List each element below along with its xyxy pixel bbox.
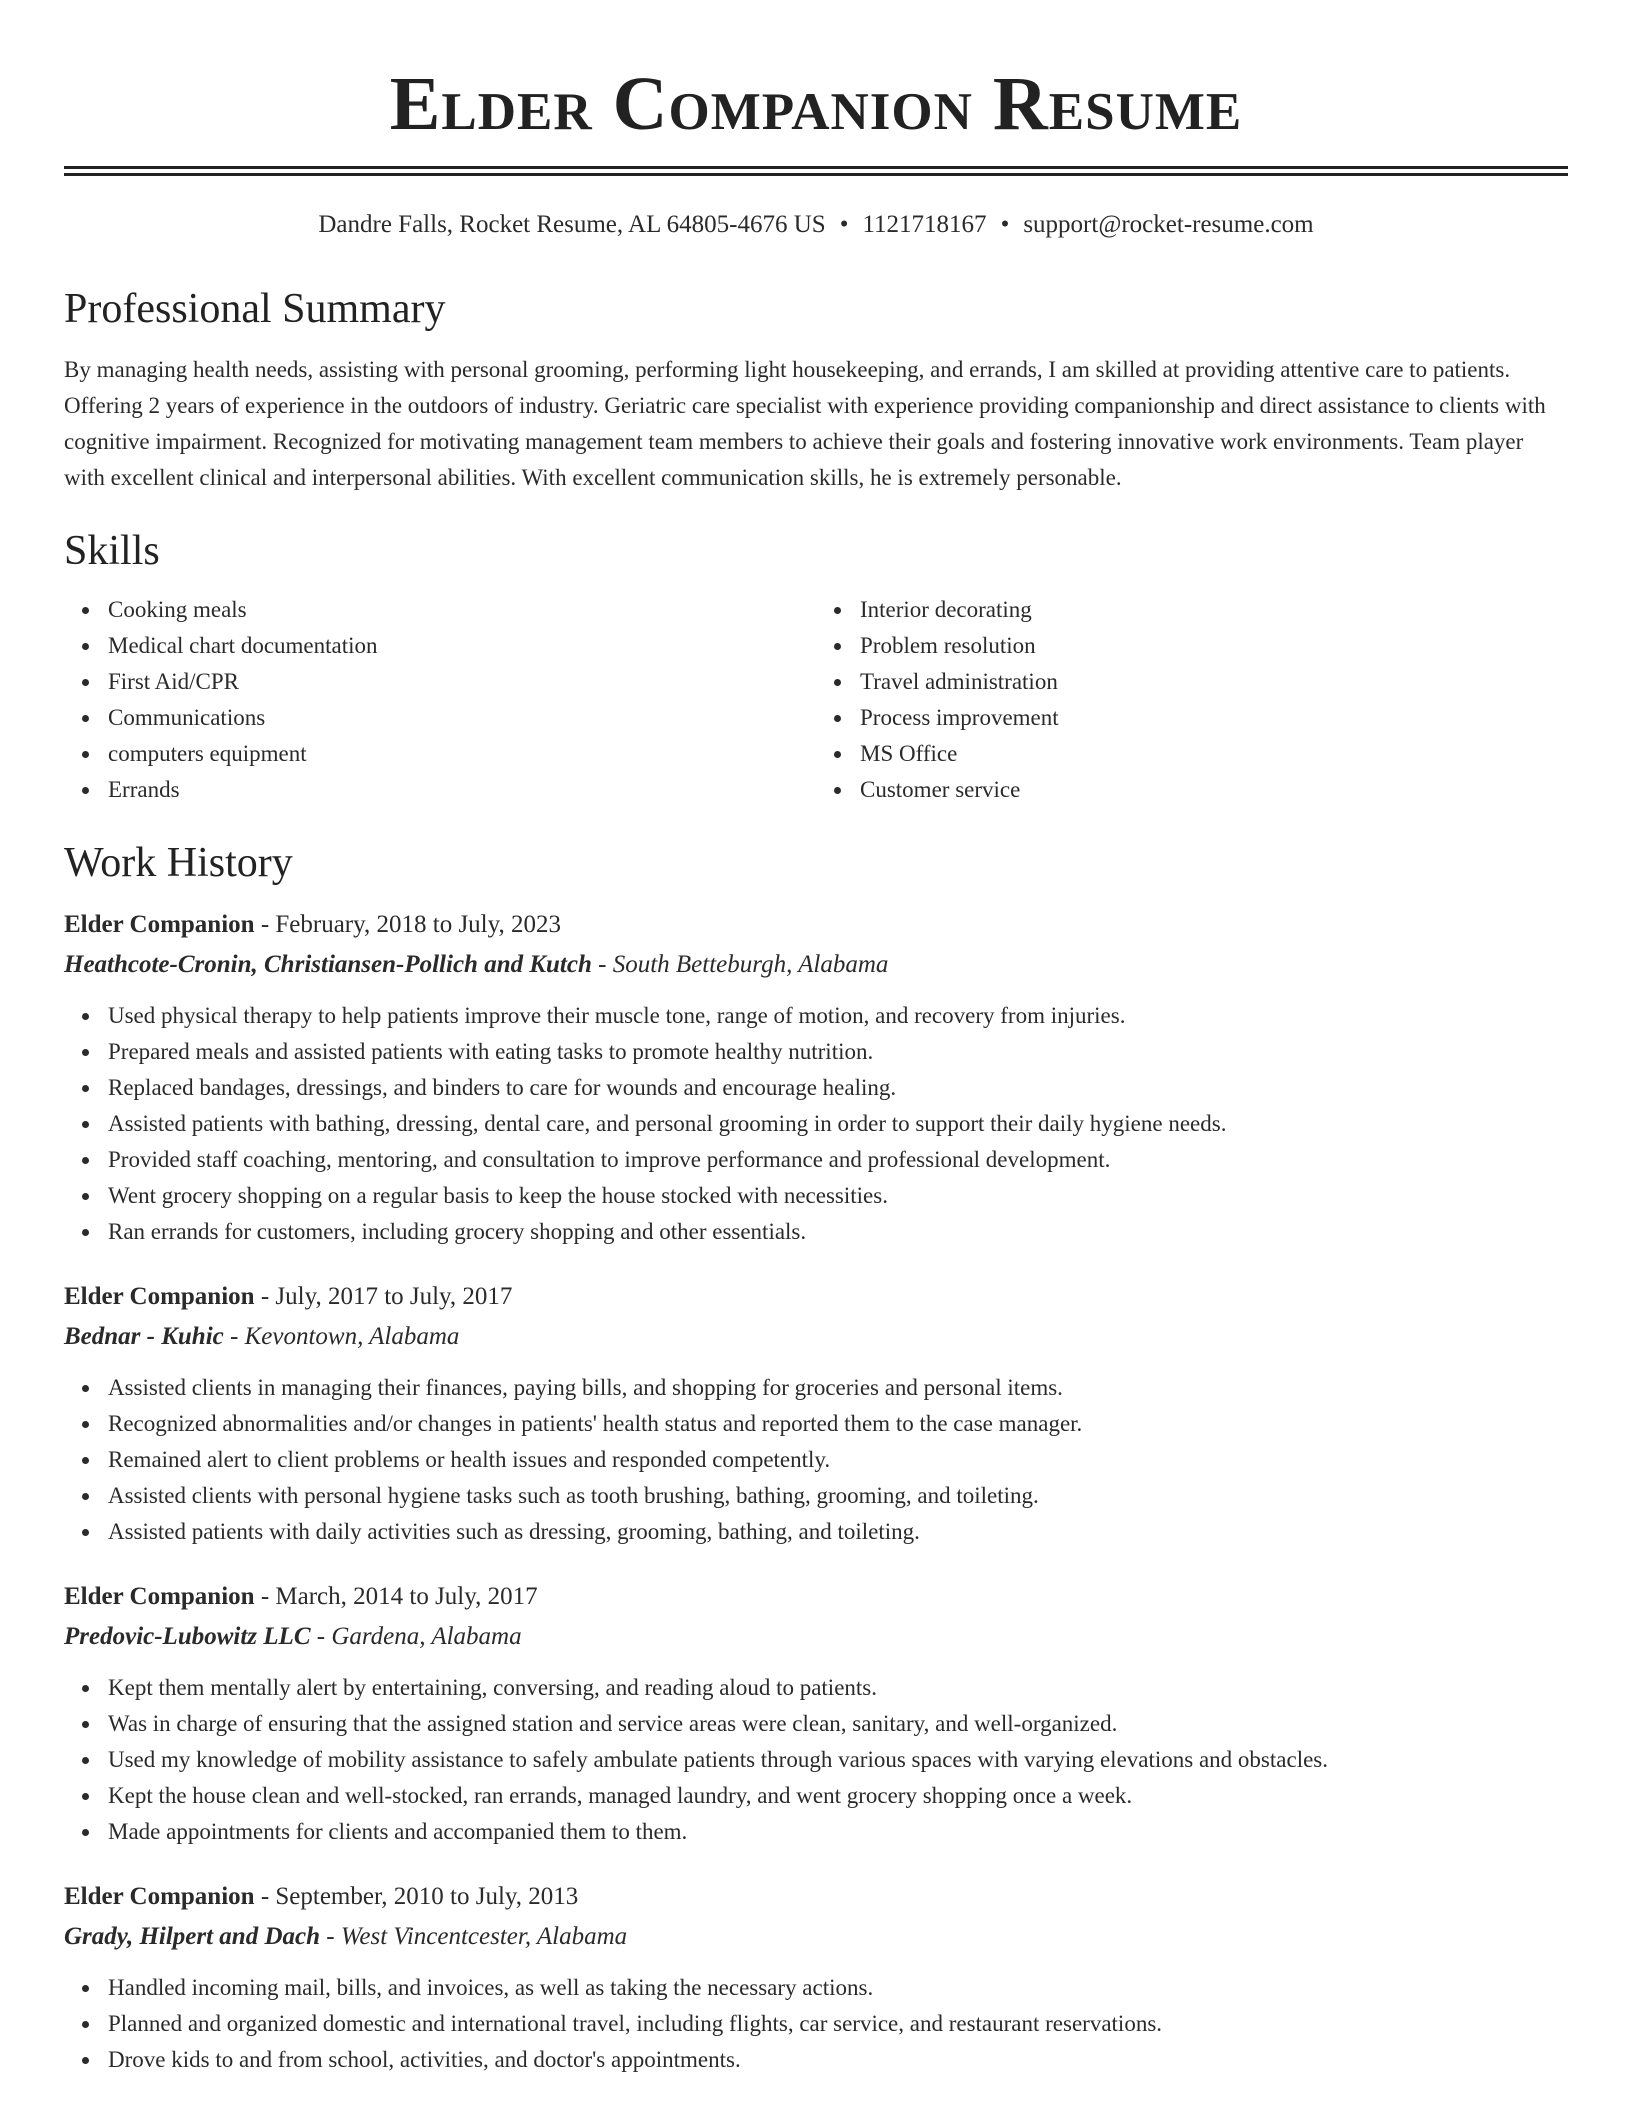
job-title-line	[64, 910, 1568, 940]
skills-column-left	[64, 592, 816, 808]
job-dates: - September, 2010 to July, 2013	[254, 1883, 579, 1910]
resume-title: Elder Companion Resume	[389, 62, 1243, 146]
skills-heading: Skills	[64, 528, 160, 574]
skill-item: computers equipment	[108, 736, 816, 772]
title-divider	[64, 166, 1568, 176]
job-bullet: Kept them mentally alert by entertaining, conversing, and reading aloud to patients.	[108, 1670, 1568, 1706]
company-line	[64, 950, 1568, 980]
job-entry	[64, 1582, 1568, 1850]
contact-separator: •	[839, 211, 849, 238]
company-location: - West Vincentcester, Alabama	[320, 1923, 628, 1950]
skills-column-right	[816, 592, 1568, 808]
skills-list	[64, 592, 1568, 808]
job-dates: - July, 2017 to July, 2017	[254, 1283, 513, 1310]
company-name: Grady, Hilpert and Dach	[64, 1923, 321, 1950]
contact-separator: •	[1000, 211, 1010, 238]
job-title: Elder Companion	[64, 1583, 255, 1610]
job-bullet: Used my knowledge of mobility assistance to safely ambulate patients through various spaces with varying elevations and obstacles.	[108, 1742, 1568, 1778]
skill-item: Travel administration	[860, 664, 1568, 700]
contact-line	[64, 210, 1568, 240]
skill-item: Interior decorating	[860, 592, 1568, 628]
job-title-line	[64, 1282, 1568, 1312]
job-bullet: Replaced bandages, dressings, and binders to care for wounds and encourage healing.	[108, 1070, 1568, 1106]
company-line	[64, 1322, 1568, 1352]
job-bullet: Assisted patients with bathing, dressing, dental care, and personal grooming in order to support their daily hygiene needs.	[108, 1106, 1568, 1142]
job-bullets	[64, 1370, 1568, 1550]
skill-item: Medical chart documentation	[108, 628, 816, 664]
job-bullet: Planned and organized domestic and international travel, including flights, car service, and restaurant reservations.	[108, 2006, 1568, 2042]
job-bullet: Assisted clients in managing their finances, paying bills, and shopping for groceries and personal items.	[108, 1370, 1568, 1406]
job-entry	[64, 910, 1568, 1250]
job-bullets	[64, 998, 1568, 1250]
job-bullet: Drove kids to and from school, activities, and doctor's appointments.	[108, 2042, 1568, 2078]
job-dates: - February, 2018 to July, 2023	[254, 911, 562, 938]
summary-heading: Professional Summary	[64, 286, 446, 332]
company-name: Bednar - Kuhic	[64, 1323, 224, 1350]
job-bullet: Handled incoming mail, bills, and invoices, as well as taking the necessary actions.	[108, 1970, 1568, 2006]
job-bullet: Provided staff coaching, mentoring, and consultation to improve performance and professional development.	[108, 1142, 1568, 1178]
job-bullet: Recognized abnormalities and/or changes in patients' health status and reported them to the case manager.	[108, 1406, 1568, 1442]
skill-item: First Aid/CPR	[108, 664, 816, 700]
skill-item: MS Office	[860, 736, 1568, 772]
contact-phone: 1121718167	[862, 211, 987, 238]
job-bullet: Assisted clients with personal hygiene tasks such as tooth brushing, bathing, grooming, and toileting.	[108, 1478, 1568, 1514]
skill-item: Errands	[108, 772, 816, 808]
company-name: Heathcote-Cronin, Christiansen-Pollich and Kutch	[64, 951, 592, 978]
skill-item: Problem resolution	[860, 628, 1568, 664]
job-bullets	[64, 1970, 1568, 2078]
summary-text: By managing health needs, assisting with personal grooming, performing light housekeeping, and errands, I am skilled at providing attentive care to patients. Offering 2 years of experience in the outdoors of industry. Geriatric care specialist with experience providing companionship and direct assistance to clients with cognitive impairment. Recognized for motivating management team members to achieve their goals and fostering innovative work environments. Team player with excellent clinical and interpersonal abilities. With excellent communication skills, he is extremely personable.	[64, 357, 1546, 490]
company-location: - Kevontown, Alabama	[223, 1323, 460, 1350]
company-line	[64, 1922, 1568, 1952]
job-bullet: Remained alert to client problems or health issues and responded competently.	[108, 1442, 1568, 1478]
job-title-line	[64, 1882, 1568, 1912]
job-bullets	[64, 1670, 1568, 1850]
resume-page	[64, 0, 1568, 2078]
contact-address: Dandre Falls, Rocket Resume, AL 64805-4676 US	[318, 211, 826, 238]
job-title: Elder Companion	[64, 1883, 255, 1910]
job-bullet: Used physical therapy to help patients improve their muscle tone, range of motion, and recovery from injuries.	[108, 998, 1568, 1034]
job-entry	[64, 1882, 1568, 2078]
job-bullet: Assisted patients with daily activities such as dressing, grooming, bathing, and toileting.	[108, 1514, 1568, 1550]
job-bullet: Ran errands for customers, including grocery shopping and other essentials.	[108, 1214, 1568, 1250]
company-line	[64, 1622, 1568, 1652]
job-title: Elder Companion	[64, 911, 255, 938]
job-title-line	[64, 1582, 1568, 1612]
job-dates: - March, 2014 to July, 2017	[254, 1583, 538, 1610]
job-bullet: Went grocery shopping on a regular basis to keep the house stocked with necessities.	[108, 1178, 1568, 1214]
job-title: Elder Companion	[64, 1283, 255, 1310]
job-bullet: Was in charge of ensuring that the assigned station and service areas were clean, sanitary, and well-organized.	[108, 1706, 1568, 1742]
contact-email: support@rocket-resume.com	[1023, 211, 1314, 238]
job-bullet: Prepared meals and assisted patients with eating tasks to promote healthy nutrition.	[108, 1034, 1568, 1070]
job-entry	[64, 1282, 1568, 1550]
skill-item: Cooking meals	[108, 592, 816, 628]
company-name: Predovic-Lubowitz LLC	[64, 1623, 311, 1650]
company-location: - Gardena, Alabama	[310, 1623, 522, 1650]
skill-item: Customer service	[860, 772, 1568, 808]
company-location: - South Betteburgh, Alabama	[591, 951, 889, 978]
skill-item: Communications	[108, 700, 816, 736]
job-bullet: Made appointments for clients and accompanied them to them.	[108, 1814, 1568, 1850]
skill-item: Process improvement	[860, 700, 1568, 736]
work-history-heading: Work History	[64, 840, 293, 886]
job-bullet: Kept the house clean and well-stocked, ran errands, managed laundry, and went grocery shopping once a week.	[108, 1778, 1568, 1814]
